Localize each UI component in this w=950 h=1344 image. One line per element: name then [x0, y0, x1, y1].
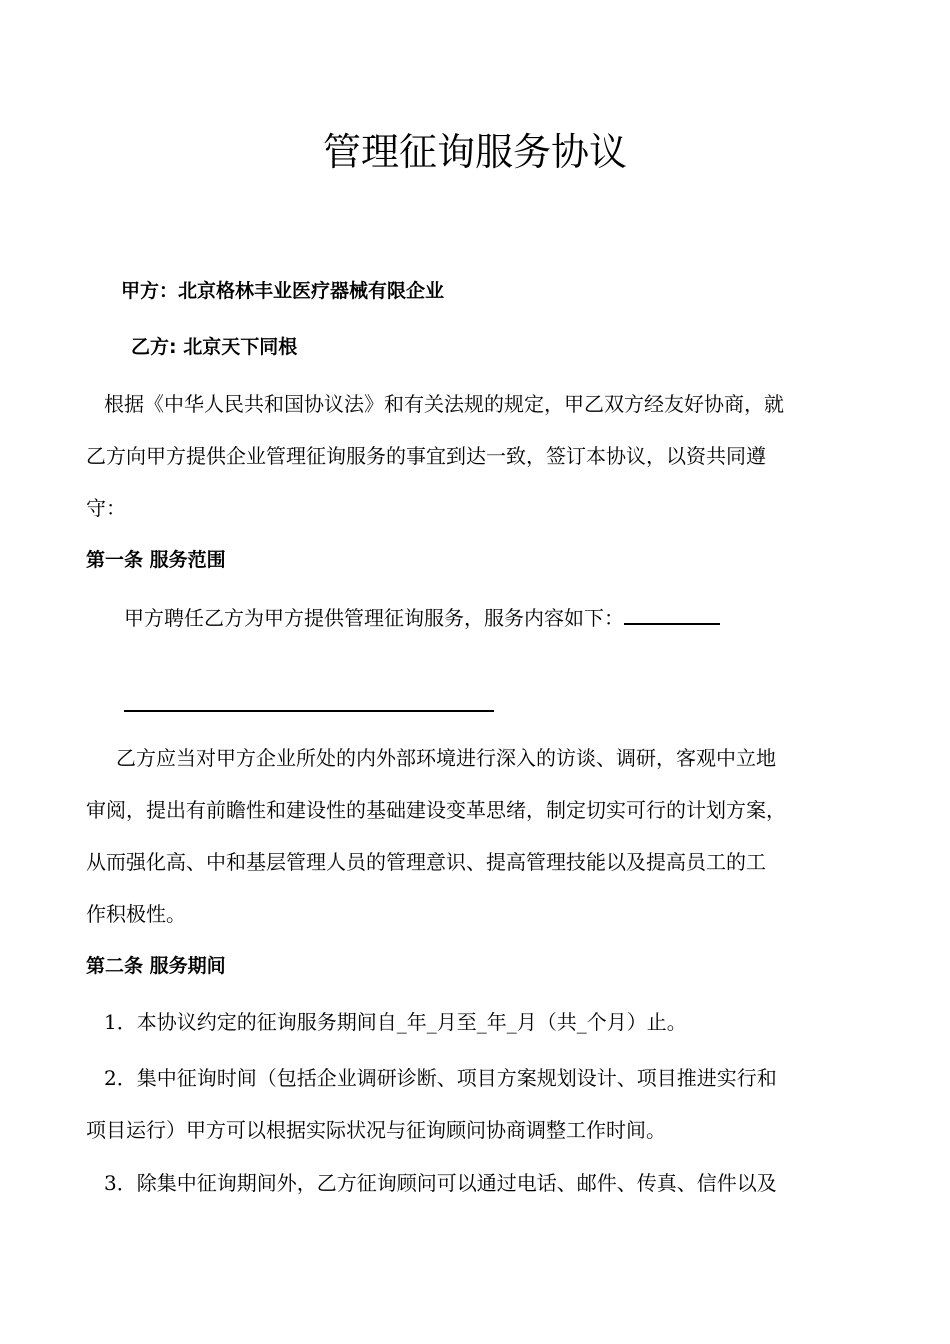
- article1-line-1: [124, 601, 720, 633]
- month-end-blank[interactable]: _: [506, 1010, 517, 1034]
- article2-item-2-line-1: 2．集中征询时间（包括企业调研诊断、项目方案规划设计、项目推进实行和: [104, 1066, 777, 1090]
- fill-in-blank[interactable]: [624, 601, 720, 625]
- months-total-blank[interactable]: _: [576, 1010, 587, 1034]
- article1-line-1-text: 甲方聘任乙方为甲方提供管理征询服务，服务内容如下：: [124, 606, 624, 630]
- article2-item-1: [104, 1007, 687, 1037]
- article1-heading: 第一条 服务范围: [86, 549, 226, 571]
- article1-para-line-3: 从而强化高、中和基层管理人员的管理意识、提高管理技能以及提高员工的工: [86, 850, 766, 874]
- article1-para-line-4: 作积极性。: [86, 902, 186, 926]
- item1-t5: 个月）止。: [586, 1010, 687, 1034]
- article1-para-line-1: 乙方应当对甲方企业所处的内外部环境进行深入的访谈、调研，客观中立地: [116, 746, 776, 770]
- intro-line-3: 守：: [86, 496, 126, 520]
- year-start-blank[interactable]: _: [396, 1010, 407, 1034]
- article2-heading: 第二条 服务期间: [86, 955, 226, 977]
- item1-t3: 年: [486, 1010, 507, 1034]
- intro-line-1: 根据《中华人民共和国协议法》和有关法规的规定，甲乙双方经友好协商，就: [104, 392, 784, 416]
- item1-t2: 月至: [436, 1010, 477, 1034]
- document-title: 管理征询服务协议: [322, 130, 627, 174]
- fill-in-rule[interactable]: [124, 710, 494, 712]
- item1-prefix: 1．本协议约定的征询服务期间自: [104, 1010, 397, 1034]
- intro-line-2: 乙方向甲方提供企业管理征询服务的事宜到达一致，签订本协议，以资共同遵: [86, 444, 766, 468]
- year-end-blank[interactable]: _: [476, 1010, 487, 1034]
- item1-t1: 年: [406, 1010, 427, 1034]
- item1-t4: 月（共: [516, 1010, 577, 1034]
- article2-item-2-line-2: 项目运行）甲方可以根据实际状况与征询顾问协商调整工作时间。: [86, 1118, 666, 1142]
- month-start-blank[interactable]: _: [426, 1010, 437, 1034]
- party-b: 乙方: 北京天下同根: [131, 336, 298, 358]
- party-a: 甲方：北京格林丰业医疗器械有限企业: [121, 280, 445, 302]
- article1-para-line-2: 审阅，提出有前瞻性和建设性的基础建设变革思绪，制定切实可行的计划方案，: [86, 798, 786, 822]
- article2-item-3: 3．除集中征询期间外，乙方征询顾问可以通过电话、邮件、传真、信件以及: [104, 1171, 777, 1195]
